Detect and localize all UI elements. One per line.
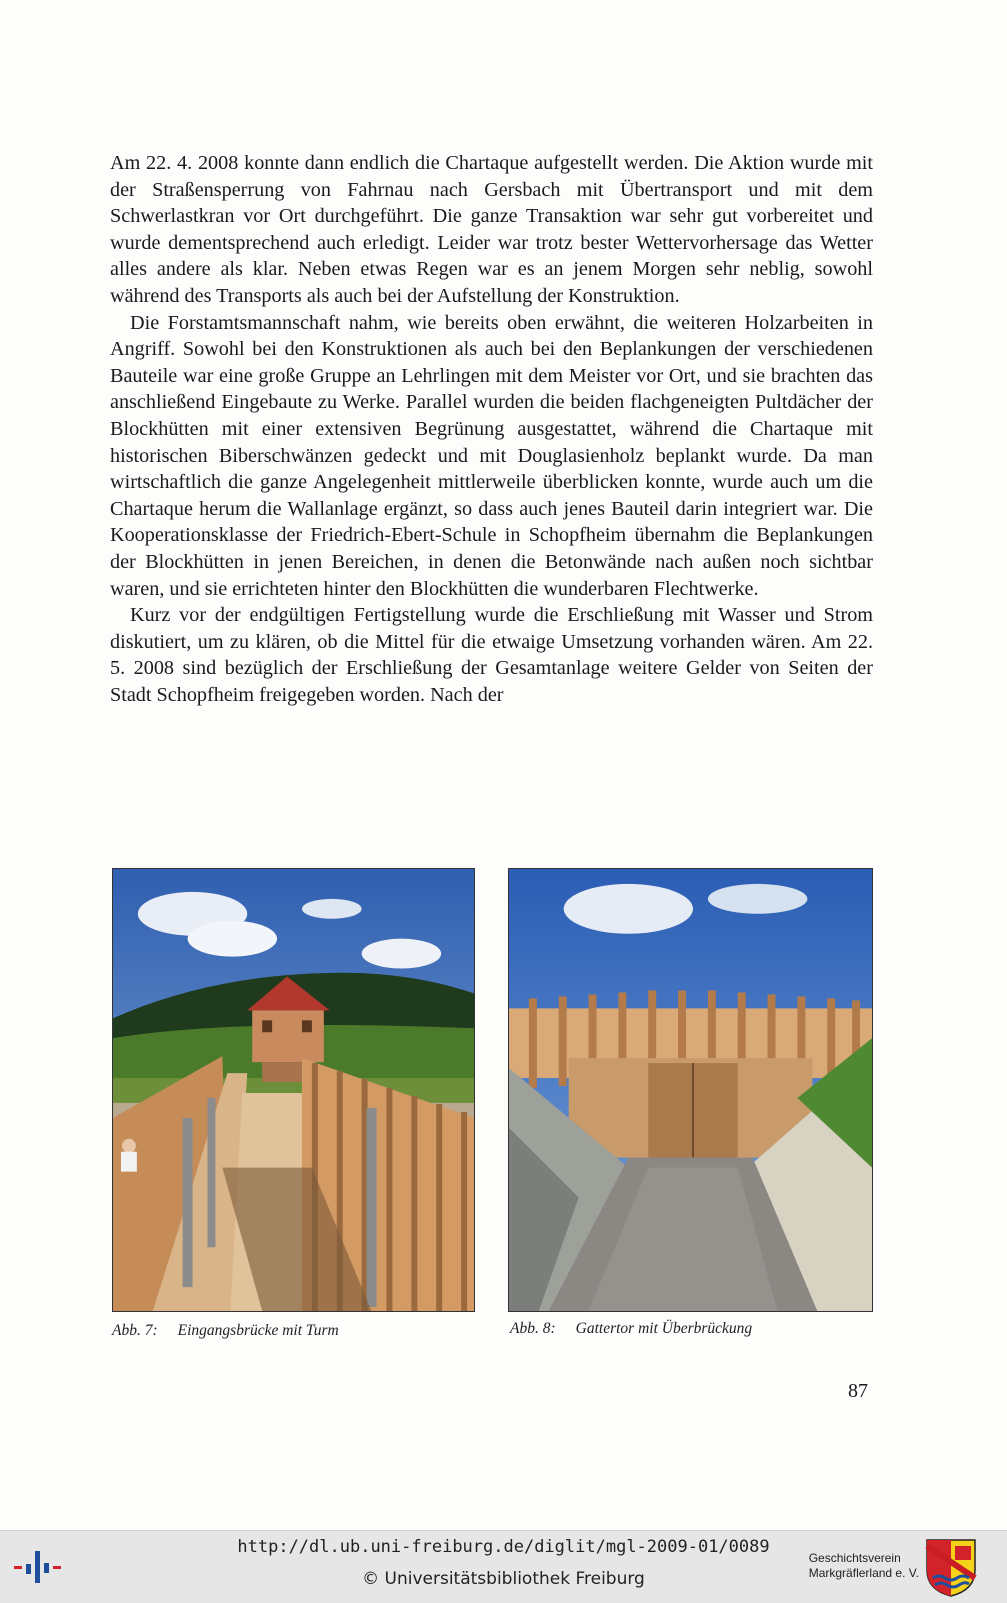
footer-copyright: © Universitätsbibliothek Freiburg: [362, 1569, 645, 1589]
gate-photo: [508, 868, 873, 1312]
body-text: [110, 150, 873, 708]
paragraph: Kurz vor der endgültigen Fertigstellung wurde die Erschließung mit Wasser und Strom diskutiert, um zu klären, ob die Mittel für die etwaige Umsetzung vorhanden wären. Am 22. 5. 2008 sind bezüglich der Erschließung der Gesamtanlage weitere Gelder von Seiten der Stadt Schopfheim freigegeben worden. Nach der: [110, 604, 873, 706]
caption-figure-7: [112, 1322, 339, 1340]
caption-figure-8: [510, 1320, 752, 1338]
figure-number: Abb. 7:: [112, 1322, 158, 1339]
org-name-line-2: Markgräflerland e. V.: [808, 1566, 919, 1580]
footer-url-link[interactable]: http://dl.ub.uni-freiburg.de/diglit/mgl-2009-01/0089: [237, 1537, 770, 1557]
figure-entrance-bridge: [112, 868, 475, 1312]
figure-number: Abb. 8:: [510, 1320, 556, 1337]
org-name-line-1: Geschichtsverein: [808, 1551, 901, 1565]
figure-caption-text: Gattertor mit Überbrückung: [575, 1320, 753, 1337]
paragraph: Die Forstamtsmannschaft nahm, wie bereits oben erwähnt, die weiteren Holzarbeiten in Angriff. Sowohl bei den Konstruktionen als auch bei den Beplankungen der verschiedenen Bauteile war eine große Gruppe an Lehrlingen mit dem Meister vor Ort, und sie brachten das anschließend Eingebaute zu Werke. Parallel wurden die beiden flachgeneigten Pultdächer der Blockhütten mit einer extensiven Begrünung ausgestattet, während die Chartaque mit historischen Biberschwänzen gedeckt und mit Douglasienholz beplankt wurde. Da man wirtschaftlich die ganze Angelegenheit mittlerweile überblicken konnte, wurde auch um die Chartaque herum die Wallanlage ergänzt, so dass auch jenes Bauteil darin integriert war. Die Kooperationsklasse der Friedrich-Ebert-Schule in Schopfheim übernahm die Beplankungen der Blockhütten in jenen Bereichen, in denen die Betonwände nach außen noch sichtbar waren, und sie errichteten hinter den Blockhütten die wunderbaren Flechtwerke.: [110, 311, 873, 600]
paragraph: Am 22. 4. 2008 konnte dann endlich die Chartaque aufgestellt werden. Die Aktion wurde mit der Straßensperrung von Fahrnau nach Gersbach mit Übertransport und mit dem Schwerlastkran vor Ort durchgeführt. Die ganze Transaktion war sehr gut vorbereitet und wurde dementsprechend auch erledigt. Leider war trotz bester Wettervorhersage das Wetter alles andere als klar. Neben etwas Regen war es an jenem Morgen sehr neblig, sowohl während des Transports als auch bei der Aufstellung der Konstruktion.: [110, 152, 873, 307]
entrance-bridge-photo: [112, 868, 475, 1312]
page-number: 87: [848, 1380, 868, 1402]
figure-gate: [508, 868, 873, 1312]
coat-of-arms-icon: [925, 1538, 977, 1598]
footer-bar: [0, 1530, 1007, 1603]
footer-organization: [809, 1551, 919, 1581]
figure-caption-text: Eingangsbrücke mit Turm: [177, 1322, 339, 1339]
